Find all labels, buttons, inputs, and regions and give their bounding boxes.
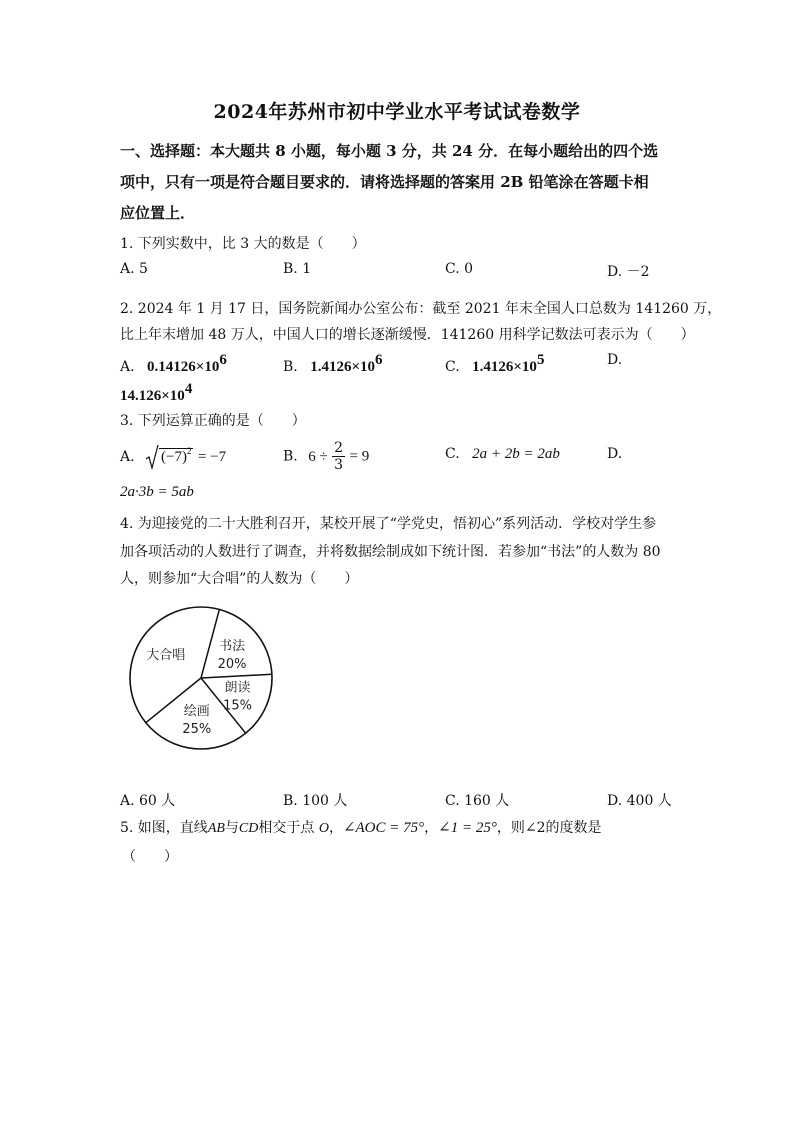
q2-stem-line-2: 比上年末增加 48 万人，中国人口的增长逐渐缓慢．141260 用科学记数法可表示为（ ）	[120, 327, 695, 343]
q5-o: O	[318, 821, 329, 836]
q2-c-exp: 5	[536, 352, 545, 368]
q2-b-label: B.	[283, 359, 298, 375]
q2-a-label: A.	[120, 359, 135, 375]
q3-b-numerator: 2	[334, 440, 344, 456]
q5-stem-line-2: （ ）	[122, 849, 178, 865]
q3-option-a[interactable]	[120, 444, 226, 470]
q5-stem-line-1	[120, 817, 602, 837]
q2-option-c[interactable]	[445, 352, 544, 376]
q2-stem-line-1: 2. 2024 年 1 月 17 日，国务院新闻办公室公布：截至 2021 年末全国人口总数为 141260 万，	[120, 301, 722, 317]
q1-option-d[interactable]: D. －2	[607, 264, 650, 280]
section-heading-line-1: 一、选择题：本大题共 8 小题，每小题 3 分，共 24 分．在每小题给出的四个选	[120, 142, 659, 160]
q3-option-b[interactable]	[283, 440, 369, 473]
pie-slice-boundary	[201, 674, 272, 678]
q2-d-base: 14.126×10	[120, 388, 185, 404]
q3-a-rhs: = −7	[197, 449, 227, 465]
activity-pie-chart	[126, 603, 276, 753]
q5-pre: 5. 如图，直线	[120, 820, 208, 836]
pie-slice-value: 25%	[182, 721, 212, 737]
pie-slice-label: 书法	[219, 638, 246, 654]
q3-stem: 3. 下列运算正确的是（ ）	[120, 413, 306, 429]
q5-angle1: ∠1 = 25°	[438, 820, 497, 836]
q2-option-a[interactable]	[120, 352, 227, 376]
q5-ab: AB	[207, 821, 225, 836]
q2-d-exp: 4	[184, 381, 193, 397]
q2-option-b[interactable]	[283, 352, 383, 376]
q2-b-exp: 6	[375, 352, 383, 368]
q3-b-label: B.	[283, 448, 298, 465]
q5-aoc: ∠AOC = 75°	[342, 820, 425, 836]
q4-stem-line-3: 人，则参加“大合唱”的人数为（ ）	[120, 571, 359, 587]
q3-b-pre: 6 ÷	[308, 448, 328, 465]
pie-slice-label: 大合唱	[146, 648, 186, 664]
q5-sep1: ，	[328, 820, 343, 836]
q3-b-denominator: 3	[334, 457, 344, 473]
pie-slice-value: 15%	[223, 698, 252, 714]
pie-slice-label: 绘画	[183, 703, 210, 719]
q5-post: ，则∠2的度数是	[496, 820, 602, 836]
q4-option-b[interactable]: B. 100 人	[283, 793, 348, 809]
q3-b-rhs: = 9	[349, 448, 370, 465]
q5-mid2: 相交于点	[258, 820, 315, 836]
pie-slice-boundary	[201, 609, 219, 678]
q5-sep2: ，	[424, 820, 439, 836]
q4-option-a[interactable]: A. 60 人	[120, 793, 176, 809]
q3-a-radicand	[159, 448, 193, 465]
page-title: 2024年苏州市初中学业水平考试试卷数学	[213, 101, 581, 123]
q4-stem-line-2: 加各项活动的人数进行了调查，并将数据绘制成如下统计图．若参加“书法”的人数为 80	[120, 544, 661, 560]
section-heading-line-3: 应位置上．	[120, 204, 196, 222]
pie-slice-value: 20%	[217, 656, 247, 672]
q3-a-exp: 2	[186, 446, 192, 456]
q1-option-a[interactable]: A. 5	[120, 261, 148, 277]
q3-a-inner: (−7)	[161, 449, 187, 465]
q3-b-fraction	[332, 440, 345, 473]
q1-stem: 1. 下列实数中，比 3 大的数是（ ）	[120, 236, 366, 252]
q4-option-c[interactable]: C. 160 人	[445, 793, 510, 809]
q3-option-d[interactable]: 2a·3b = 5ab	[120, 484, 194, 500]
q2-c-label: C.	[445, 359, 460, 375]
q2-a-base: 0.14126×10	[147, 359, 220, 375]
q2-c-base: 1.4126×10	[472, 359, 537, 375]
q2-option-d[interactable]	[120, 381, 192, 405]
q2-b-base: 1.4126×10	[310, 359, 376, 375]
q1-option-c[interactable]: C. 0	[445, 261, 474, 277]
q5-mid1: 与	[224, 820, 239, 836]
q3-c-expr: 2a + 2b = 2ab	[472, 446, 560, 462]
q2-a-exp: 6	[219, 352, 227, 368]
q1-option-b[interactable]: B. 1	[283, 261, 312, 277]
q4-stem-line-1: 4. 为迎接党的二十大胜利召开，某校开展了“学党史，悟初心”系列活动．学校对学生参	[120, 516, 657, 532]
q3-c-label: C.	[445, 446, 460, 462]
q3-option-c[interactable]	[445, 446, 560, 463]
q2-option-d-label[interactable]: D.	[607, 352, 623, 368]
q4-option-d[interactable]: D. 400 人	[607, 793, 672, 809]
pie-slice-label: 朗读	[224, 680, 251, 696]
section-heading-line-2: 项中，只有一项是符合题目要求的．请将选择题的答案用 2B 铅笔涂在答题卡相	[120, 173, 649, 191]
sqrt-sign-icon	[145, 444, 193, 470]
q5-cd: CD	[238, 821, 259, 836]
q3-option-d-label[interactable]: D.	[607, 446, 623, 462]
q3-a-label: A.	[120, 449, 135, 465]
